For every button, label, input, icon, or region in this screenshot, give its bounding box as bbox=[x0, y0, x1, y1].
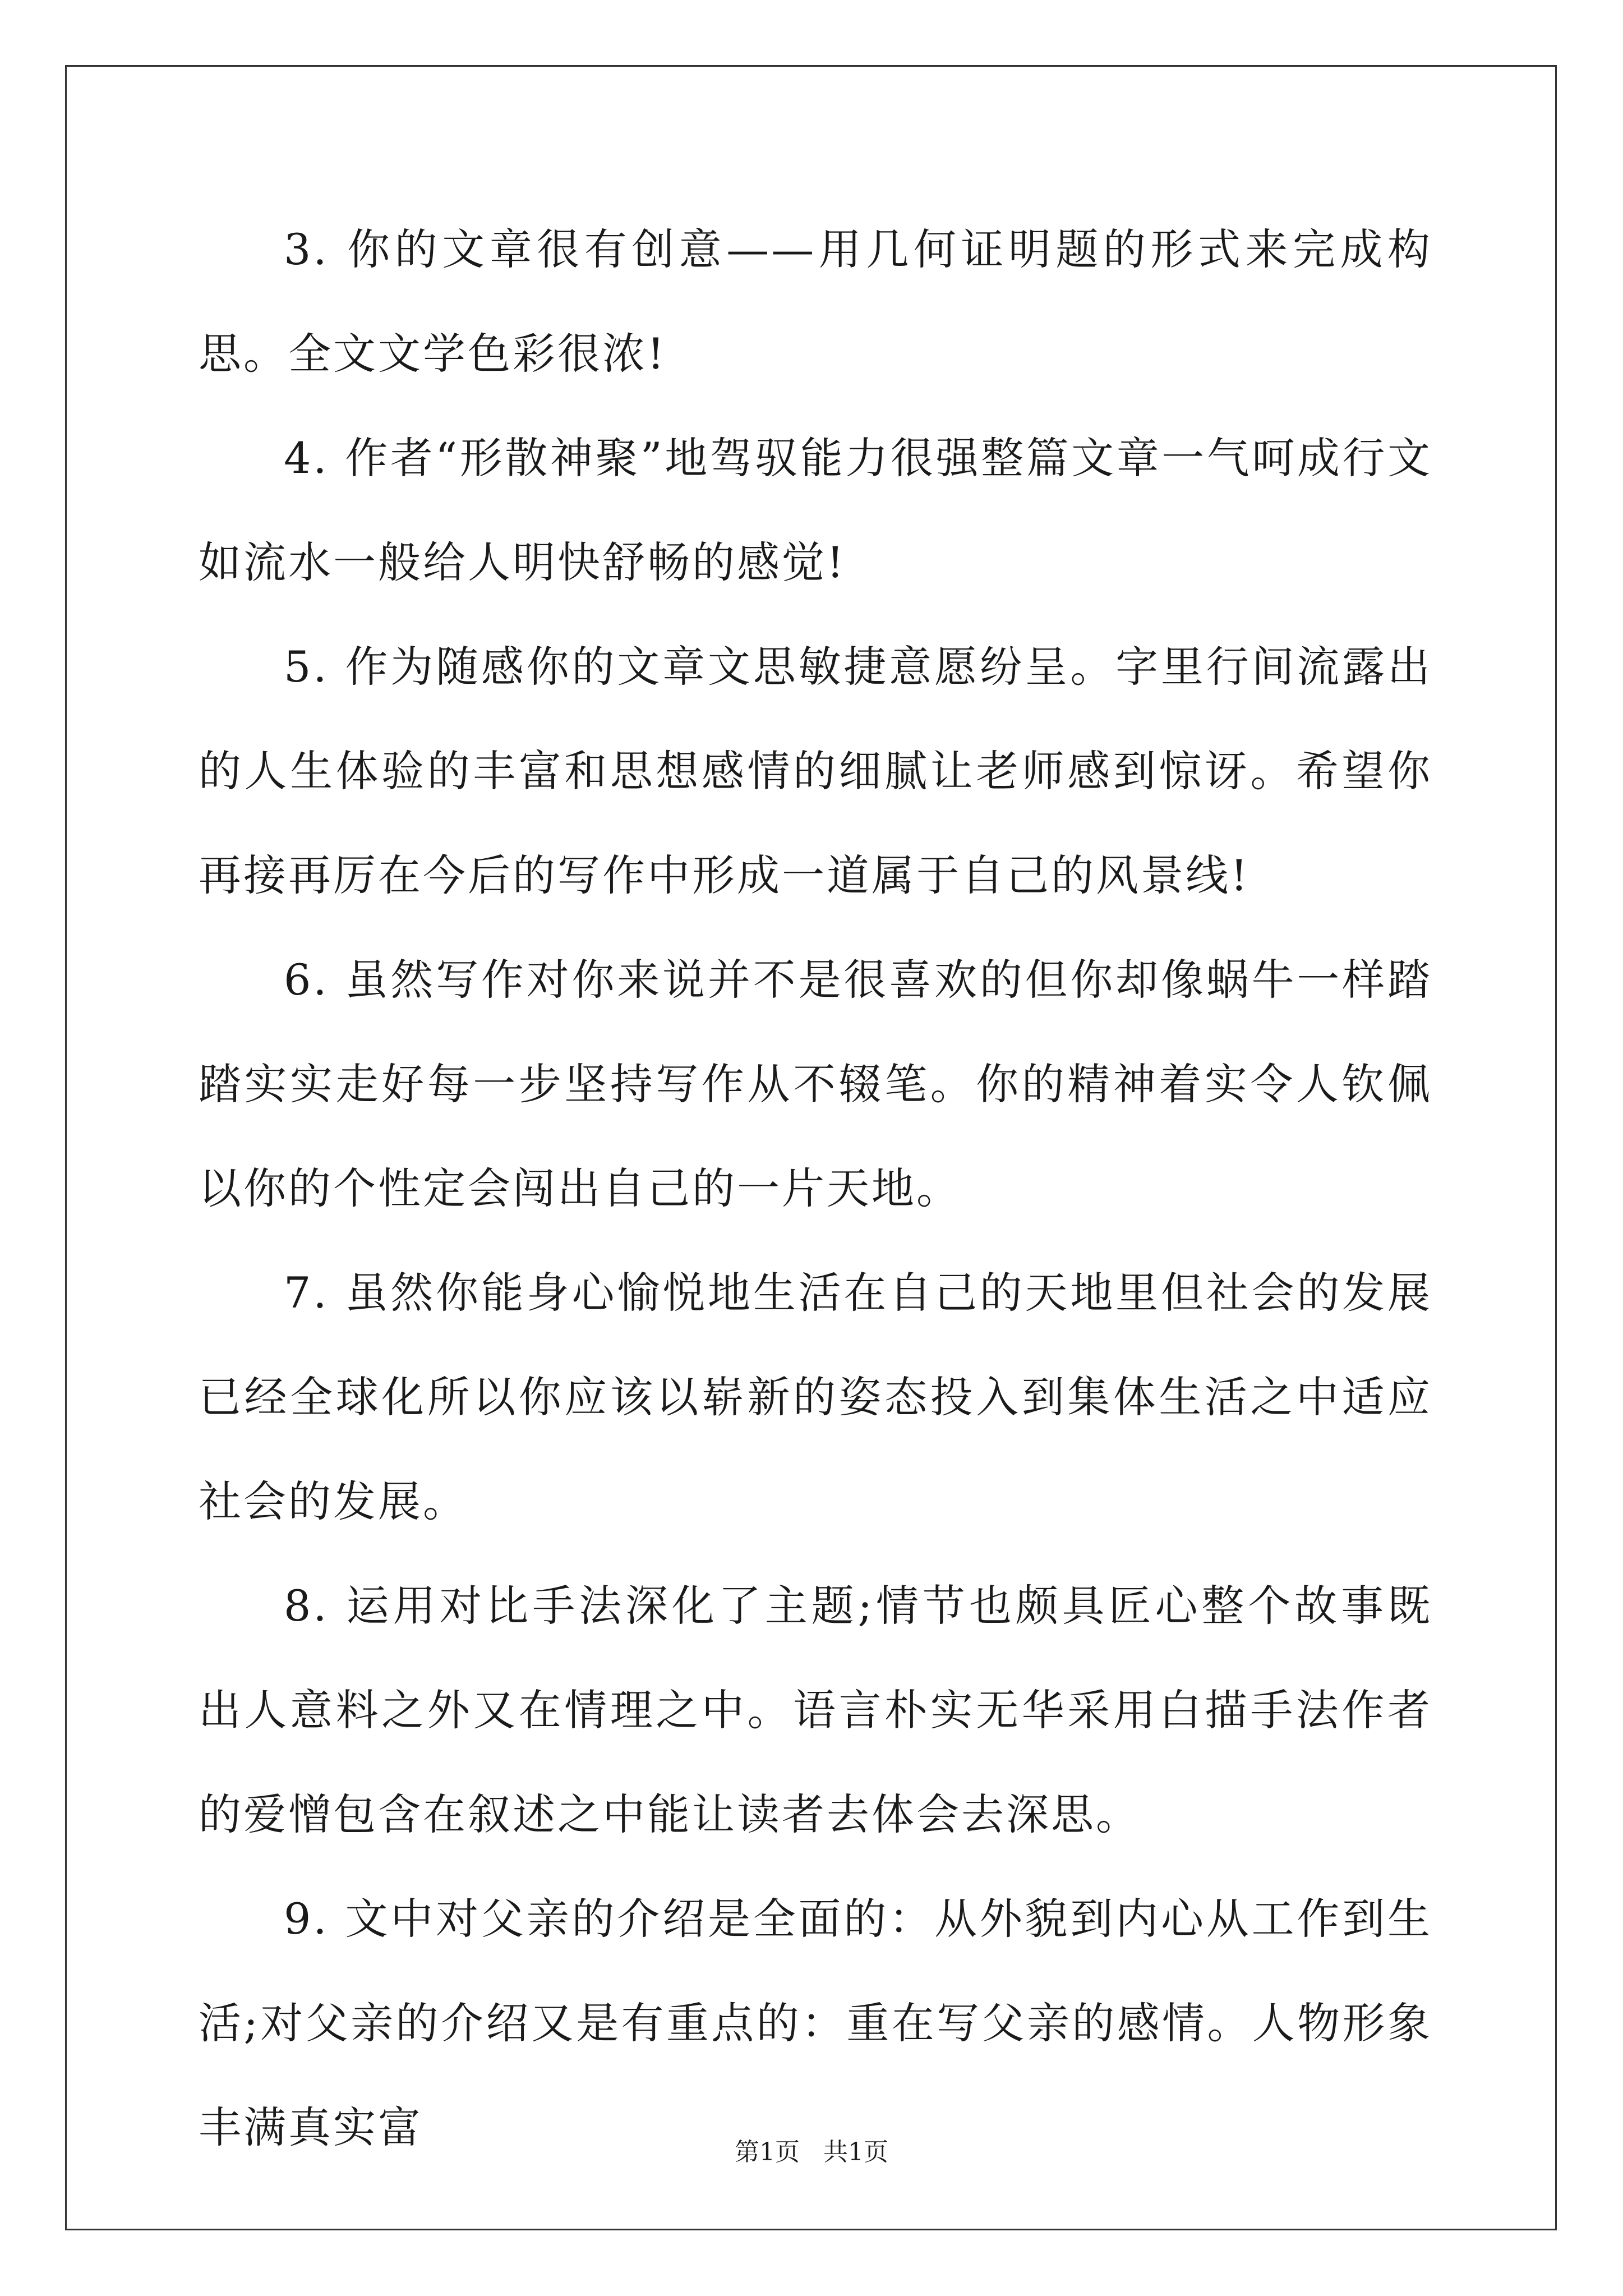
page-footer: 第1页 共1页 bbox=[735, 2138, 888, 2166]
paragraph-8: 8. 运用对比手法深化了主题;情节也颇具匠心整个故事既出人意料之外又在情理之中。语言朴实无华采用白描手法作者的爱憎包含在叙述之中能让读者去体会去深思。 bbox=[199, 1581, 1432, 1839]
paragraph-3: 3. 你的文章很有创意——用几何证明题的形式来完成构思。全文文学色彩很浓! bbox=[199, 224, 1432, 379]
paragraph-5: 5. 作为随感你的文章文思敏捷意愿纷呈。字里行间流露出的人生体验的丰富和思想感情的细腻让老师感到惊讶。希望你再接再厉在今后的写作中形成一道属于自己的风景线! bbox=[199, 642, 1432, 900]
document-body bbox=[199, 197, 1432, 2180]
paragraph-6: 6. 虽然写作对你来说并不是很喜欢的但你却像蜗牛一样踏踏实实走好每一步坚持写作从不辍笔。你的精神着实令人钦佩以你的个性定会闯出自己的一片天地。 bbox=[199, 955, 1432, 1213]
paragraph-7: 7. 虽然你能身心愉悦地生活在自己的天地里但社会的发展已经全球化所以你应该以崭新的姿态投入到集体生活之中适应社会的发展。 bbox=[199, 1268, 1432, 1526]
paragraph-9: 9. 文中对父亲的介绍是全面的：从外貌到内心从工作到生活;对父亲的介绍又是有重点的：重在写父亲的感情。人物形象丰满真实富 bbox=[199, 1894, 1432, 2152]
paragraph-4: 4. 作者“形散神聚”地驾驭能力很强整篇文章一气呵成行文如流水一般给人明快舒畅的感觉! bbox=[199, 433, 1432, 587]
